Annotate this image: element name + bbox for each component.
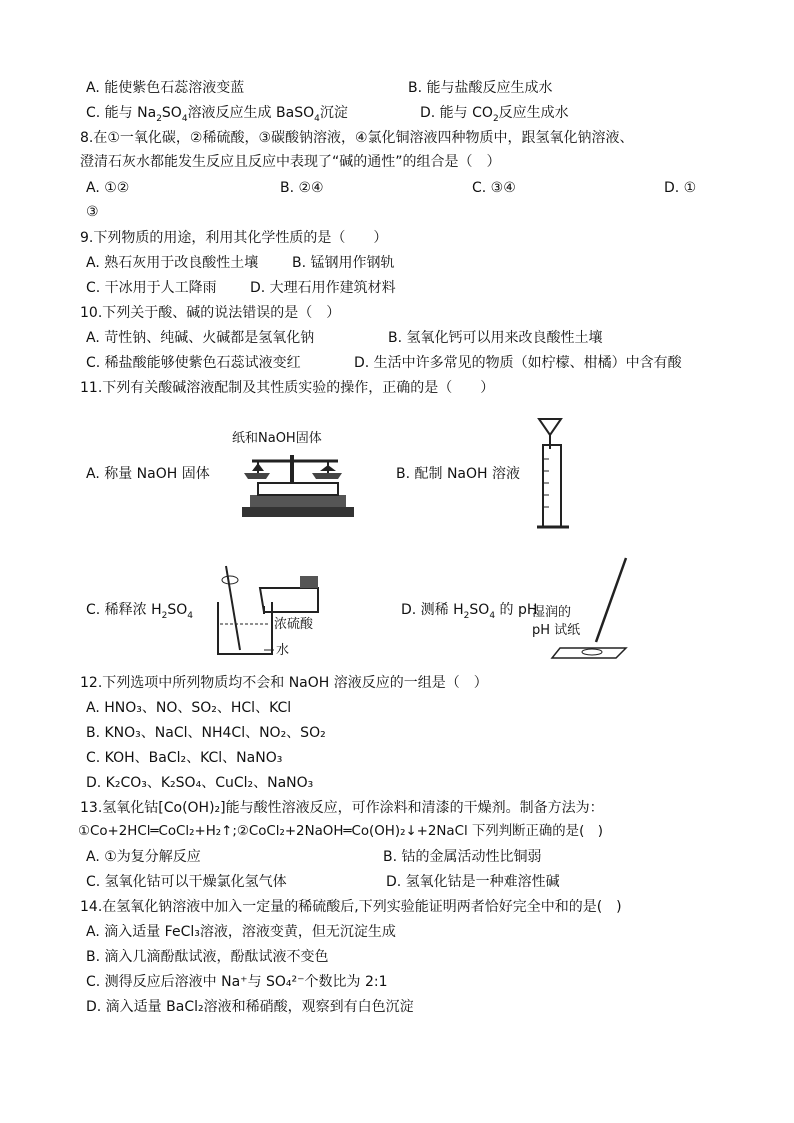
q7-option-a: A. 能使紫色石蕊溶液变蓝 xyxy=(86,80,245,96)
q9-stem: 9.下列物质的用途，利用其化学性质的是（ ） xyxy=(80,230,388,246)
cylinder-figure xyxy=(535,415,585,533)
q13-stem-line1: 13.氢氧化钴[Co(OH)₂]能与酸性溶液反应，可作涂料和清漆的干燥剂。制备方法为： xyxy=(80,800,604,816)
q12-option-a: A. HNO₃、NO、SO₂、HCl、KCl xyxy=(86,700,292,716)
q14-option-a: A. 滴入适量 FeCl₃溶液，溶液变黄，但无沉淀生成 xyxy=(86,924,396,940)
q10-option-a: A. 苛性钠、纯碱、火碱都是氢氧化钠 xyxy=(86,330,315,346)
q9-option-c: C. 干冰用于人工降雨 xyxy=(86,280,217,296)
q14-stem: 14.在氢氧化钠溶液中加入一定量的稀硫酸后,下列实验能证明两者恰好完全中和的是( ) xyxy=(80,899,622,915)
q14-option-d: D. 滴入适量 BaCl₂溶液和稀硝酸，观察到有白色沉淀 xyxy=(86,999,414,1015)
q9-option-d: D. 大理石用作建筑材料 xyxy=(250,280,396,296)
q13-option-b: B. 钴的金属活动性比铜弱 xyxy=(383,849,542,865)
q8-option-c: C. ③④ xyxy=(472,180,516,196)
q13-stem-line2: ①Co+2HCl═CoCl₂+H₂↑;②CoCl₂+2NaOH═Co(OH)₂↓+2NaCl 下列判断正确的是( ) xyxy=(78,824,603,839)
dilution-figure xyxy=(208,562,348,662)
balance-figure xyxy=(230,425,360,520)
q11-stem: 11.下列有关酸碱溶液配制及其性质实验的操作，正确的是（ ） xyxy=(80,380,495,396)
q12-option-c: C. KOH、BaCl₂、KCl、NaNO₃ xyxy=(86,750,283,766)
dilution-label-acid: 浓硫酸 xyxy=(274,617,314,632)
q8-option-a: A. ①② xyxy=(86,180,130,196)
q7-option-b: B. 能与盐酸反应生成水 xyxy=(408,80,553,96)
ph-label-line1: 湿润的 xyxy=(532,605,572,620)
q11-option-b: B. 配制 NaOH 溶液 xyxy=(396,466,521,482)
q14-option-b: B. 滴入几滴酚酞试液，酚酞试液不变色 xyxy=(86,949,329,965)
q8-stem-line2: 澄清石灰水都能发生反应且反应中表现了“碱的通性”的组合是（ ） xyxy=(80,154,501,170)
q14-option-c: C. 测得反应后溶液中 Na⁺与 SO₄²⁻个数比为 2:1 xyxy=(86,974,388,990)
balance-figure-label: 纸和NaOH固体 xyxy=(232,431,322,446)
q10-option-d: D. 生活中许多常见的物质（如柠檬、柑橘）中含有酸 xyxy=(354,355,682,371)
q11-option-c: C. 稀释浓 $H_2SO_4$ xyxy=(86,602,194,621)
q13-option-a: A. ①为复分解反应 xyxy=(86,849,201,865)
q13-option-d: D. 氢氧化钴是一种难溶性碱 xyxy=(386,874,560,890)
q10-option-c: C. 稀盐酸能够使紫色石蕊试液变红 xyxy=(86,355,301,371)
q10-stem: 10.下列关于酸、碱的说法错误的是（ ） xyxy=(80,305,341,321)
q8-stem-line1: 8.在①一氧化碳，②稀硫酸，③碳酸钠溶液，④氯化铜溶液四种物质中，跟氢氧化钠溶液、 xyxy=(80,130,634,146)
q11-option-a: A. 称量 NaOH 固体 xyxy=(86,466,210,482)
q12-option-d: D. K₂CO₃、K₂SO₄、CuCl₂、NaNO₃ xyxy=(86,775,314,791)
q10-option-b: B. 氢氧化钙可以用来改良酸性土壤 xyxy=(388,330,603,346)
q8-option-b: B. ②④ xyxy=(280,180,324,196)
ph-paper-figure xyxy=(530,556,640,661)
q8-option-d-wrap: ③ xyxy=(86,204,99,220)
q13-option-c: C. 氢氧化钴可以干燥氯化氢气体 xyxy=(86,874,287,890)
q12-stem: 12.下列选项中所列物质均不会和 NaOH 溶液反应的一组是（ ） xyxy=(80,675,488,691)
q11-option-d: D. 测稀 $H_2SO_4$ 的 pH xyxy=(401,602,538,621)
q8-option-d: D. ① xyxy=(664,180,697,196)
dilution-label-water: 水 xyxy=(276,643,290,658)
ph-label-line2: pH 试纸 xyxy=(532,623,581,638)
q9-option-a: A. 熟石灰用于改良酸性土壤 xyxy=(86,255,259,271)
q9-option-b: B. 锰钢用作钢轨 xyxy=(292,255,395,271)
q12-option-b: B. KNO₃、NaCl、NH4Cl、NO₂、SO₂ xyxy=(86,725,326,741)
q7-option-c: C. 能与 $Na_2SO_4$溶液反应生成 BaSO$_4$沉淀 xyxy=(86,105,348,124)
q7-option-d: D. 能与 $CO_2$反应生成水 xyxy=(420,105,569,124)
